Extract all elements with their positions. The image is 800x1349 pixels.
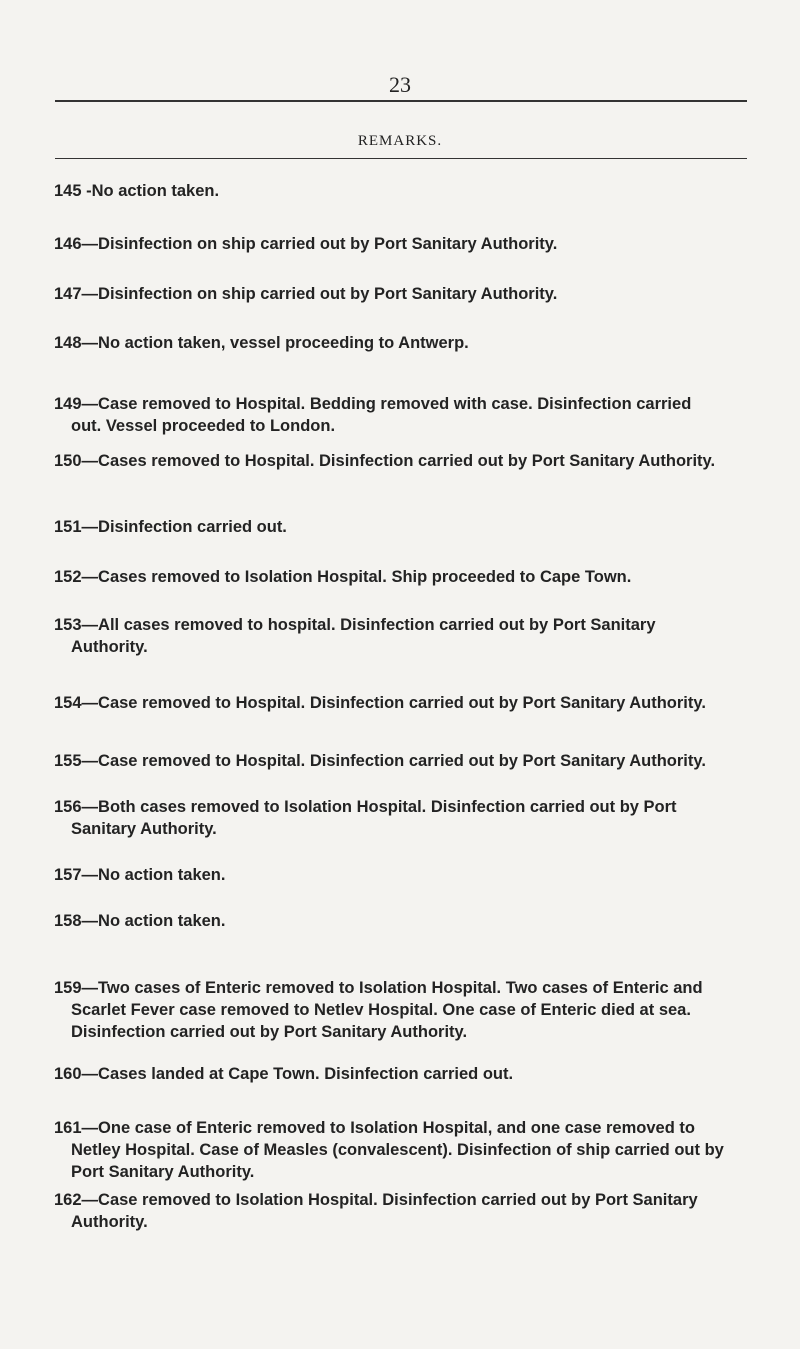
- remark-text: Cases removed to Isolation Hospital. Ship proceeded to Cape Town.: [98, 568, 632, 586]
- remark-number: 153: [54, 616, 82, 634]
- remark-number: 149: [54, 395, 82, 413]
- remark-161: [54, 1117, 754, 1183]
- remark-text: Both cases removed to Isolation Hospital. Disinfection carried out by Port: [98, 798, 677, 816]
- remark-continuation: Sanitary Authority.: [71, 820, 217, 838]
- remark-150: [54, 450, 754, 472]
- remark-continuation: Authority.: [71, 638, 148, 656]
- remark-number: 157: [54, 866, 82, 884]
- remark-sep: —: [81, 334, 99, 352]
- heading-rule: [55, 158, 747, 159]
- remark-text: Case removed to Isolation Hospital. Disinfection carried out by Port Sanitary: [98, 1191, 698, 1209]
- remark-sep: —: [81, 1119, 99, 1137]
- remark-sep: —: [81, 452, 99, 470]
- remark-number: 152: [54, 568, 82, 586]
- page-number: 23: [389, 72, 411, 97]
- remark-157: [54, 864, 754, 886]
- remark-number: 158: [54, 912, 82, 930]
- remark-number: 161: [54, 1119, 82, 1137]
- remark-text: Case removed to Hospital. Disinfection carried out by Port Sanitary Authority.: [98, 752, 706, 770]
- remark-sep: —: [81, 285, 99, 303]
- remark-number: 147: [54, 285, 82, 303]
- remark-number: 156: [54, 798, 82, 816]
- remark-sep: —: [81, 1191, 99, 1209]
- remark-sep: —: [81, 235, 99, 253]
- remark-text: One case of Enteric removed to Isolation Hospital, and one case removed to: [98, 1119, 695, 1137]
- remark-number: 155: [54, 752, 82, 770]
- remark-145: [54, 180, 754, 202]
- remark-text: No action taken.: [98, 912, 226, 930]
- remark-151: [54, 516, 754, 538]
- remark-162: [54, 1189, 754, 1233]
- remark-sep: —: [81, 1065, 99, 1083]
- remark-number: 145: [54, 182, 82, 200]
- remark-text: Two cases of Enteric removed to Isolation Hospital. Two cases of Enteric and: [98, 979, 703, 997]
- remark-sep: —: [81, 616, 99, 634]
- remark-156: [54, 796, 754, 840]
- remark-148: [54, 332, 754, 354]
- remark-text: Disinfection on ship carried out by Port Sanitary Authority.: [98, 285, 558, 303]
- remark-number: 151: [54, 518, 82, 536]
- remark-number: 146: [54, 235, 82, 253]
- remark-152: [54, 566, 754, 588]
- remark-continuation: Scarlet Fever case removed to Netlev Hospital. One case of Enteric died at sea. Disinfection carried out by Port Sanitary Authority.: [71, 1001, 691, 1041]
- remark-text: Cases removed to Hospital. Disinfection carried out by Port Sanitary Authority.: [98, 452, 716, 470]
- page-heading: REMARKS.: [357, 133, 443, 149]
- remark-sep: —: [81, 912, 99, 930]
- remark-continuation: Netley Hospital. Case of Measles (convalescent). Disinfection of ship carried out by Port Sanitary Authority.: [71, 1141, 724, 1181]
- remark-text: All cases removed to hospital. Disinfection carried out by Port Sanitary: [98, 616, 656, 634]
- remark-text: Disinfection carried out.: [98, 518, 287, 536]
- remark-number: 154: [54, 694, 82, 712]
- remark-text: No action taken, vessel proceeding to Antwerp.: [98, 334, 469, 352]
- remark-number: 160: [54, 1065, 82, 1083]
- remark-sep: —: [81, 752, 99, 770]
- remark-sep: -: [81, 182, 92, 200]
- remark-text: Case removed to Hospital. Disinfection carried out by Port Sanitary Authority.: [98, 694, 706, 712]
- remark-153: [54, 614, 754, 658]
- remark-147: [54, 283, 754, 305]
- remark-sep: —: [81, 568, 99, 586]
- remark-160: [54, 1063, 754, 1085]
- remark-text: No action taken.: [98, 866, 226, 884]
- remark-154: [54, 692, 754, 714]
- remark-number: 150: [54, 452, 82, 470]
- remark-146: [54, 233, 754, 255]
- remark-text: No action taken.: [91, 182, 220, 200]
- remark-159: [54, 977, 754, 1043]
- remark-continuation: Authority.: [71, 1213, 148, 1231]
- remark-text: Disinfection on ship carried out by Port Sanitary Authority.: [98, 235, 558, 253]
- remark-sep: —: [81, 694, 99, 712]
- remark-continuation: out. Vessel proceeded to London.: [71, 417, 336, 435]
- top-rule: [55, 100, 747, 102]
- remark-number: 162: [54, 1191, 82, 1209]
- remark-sep: —: [81, 979, 99, 997]
- remark-158: [54, 910, 754, 932]
- remark-text: Cases landed at Cape Town. Disinfection carried out.: [98, 1065, 514, 1083]
- remark-number: 148: [54, 334, 82, 352]
- remark-text: Case removed to Hospital. Bedding removed with case. Disinfection carried: [98, 395, 692, 413]
- remark-sep: —: [81, 866, 99, 884]
- remark-sep: —: [81, 518, 99, 536]
- remark-sep: —: [81, 395, 99, 413]
- remark-sep: —: [81, 798, 99, 816]
- remark-number: 159: [54, 979, 82, 997]
- remark-155: [54, 750, 754, 772]
- remark-149: [54, 393, 754, 437]
